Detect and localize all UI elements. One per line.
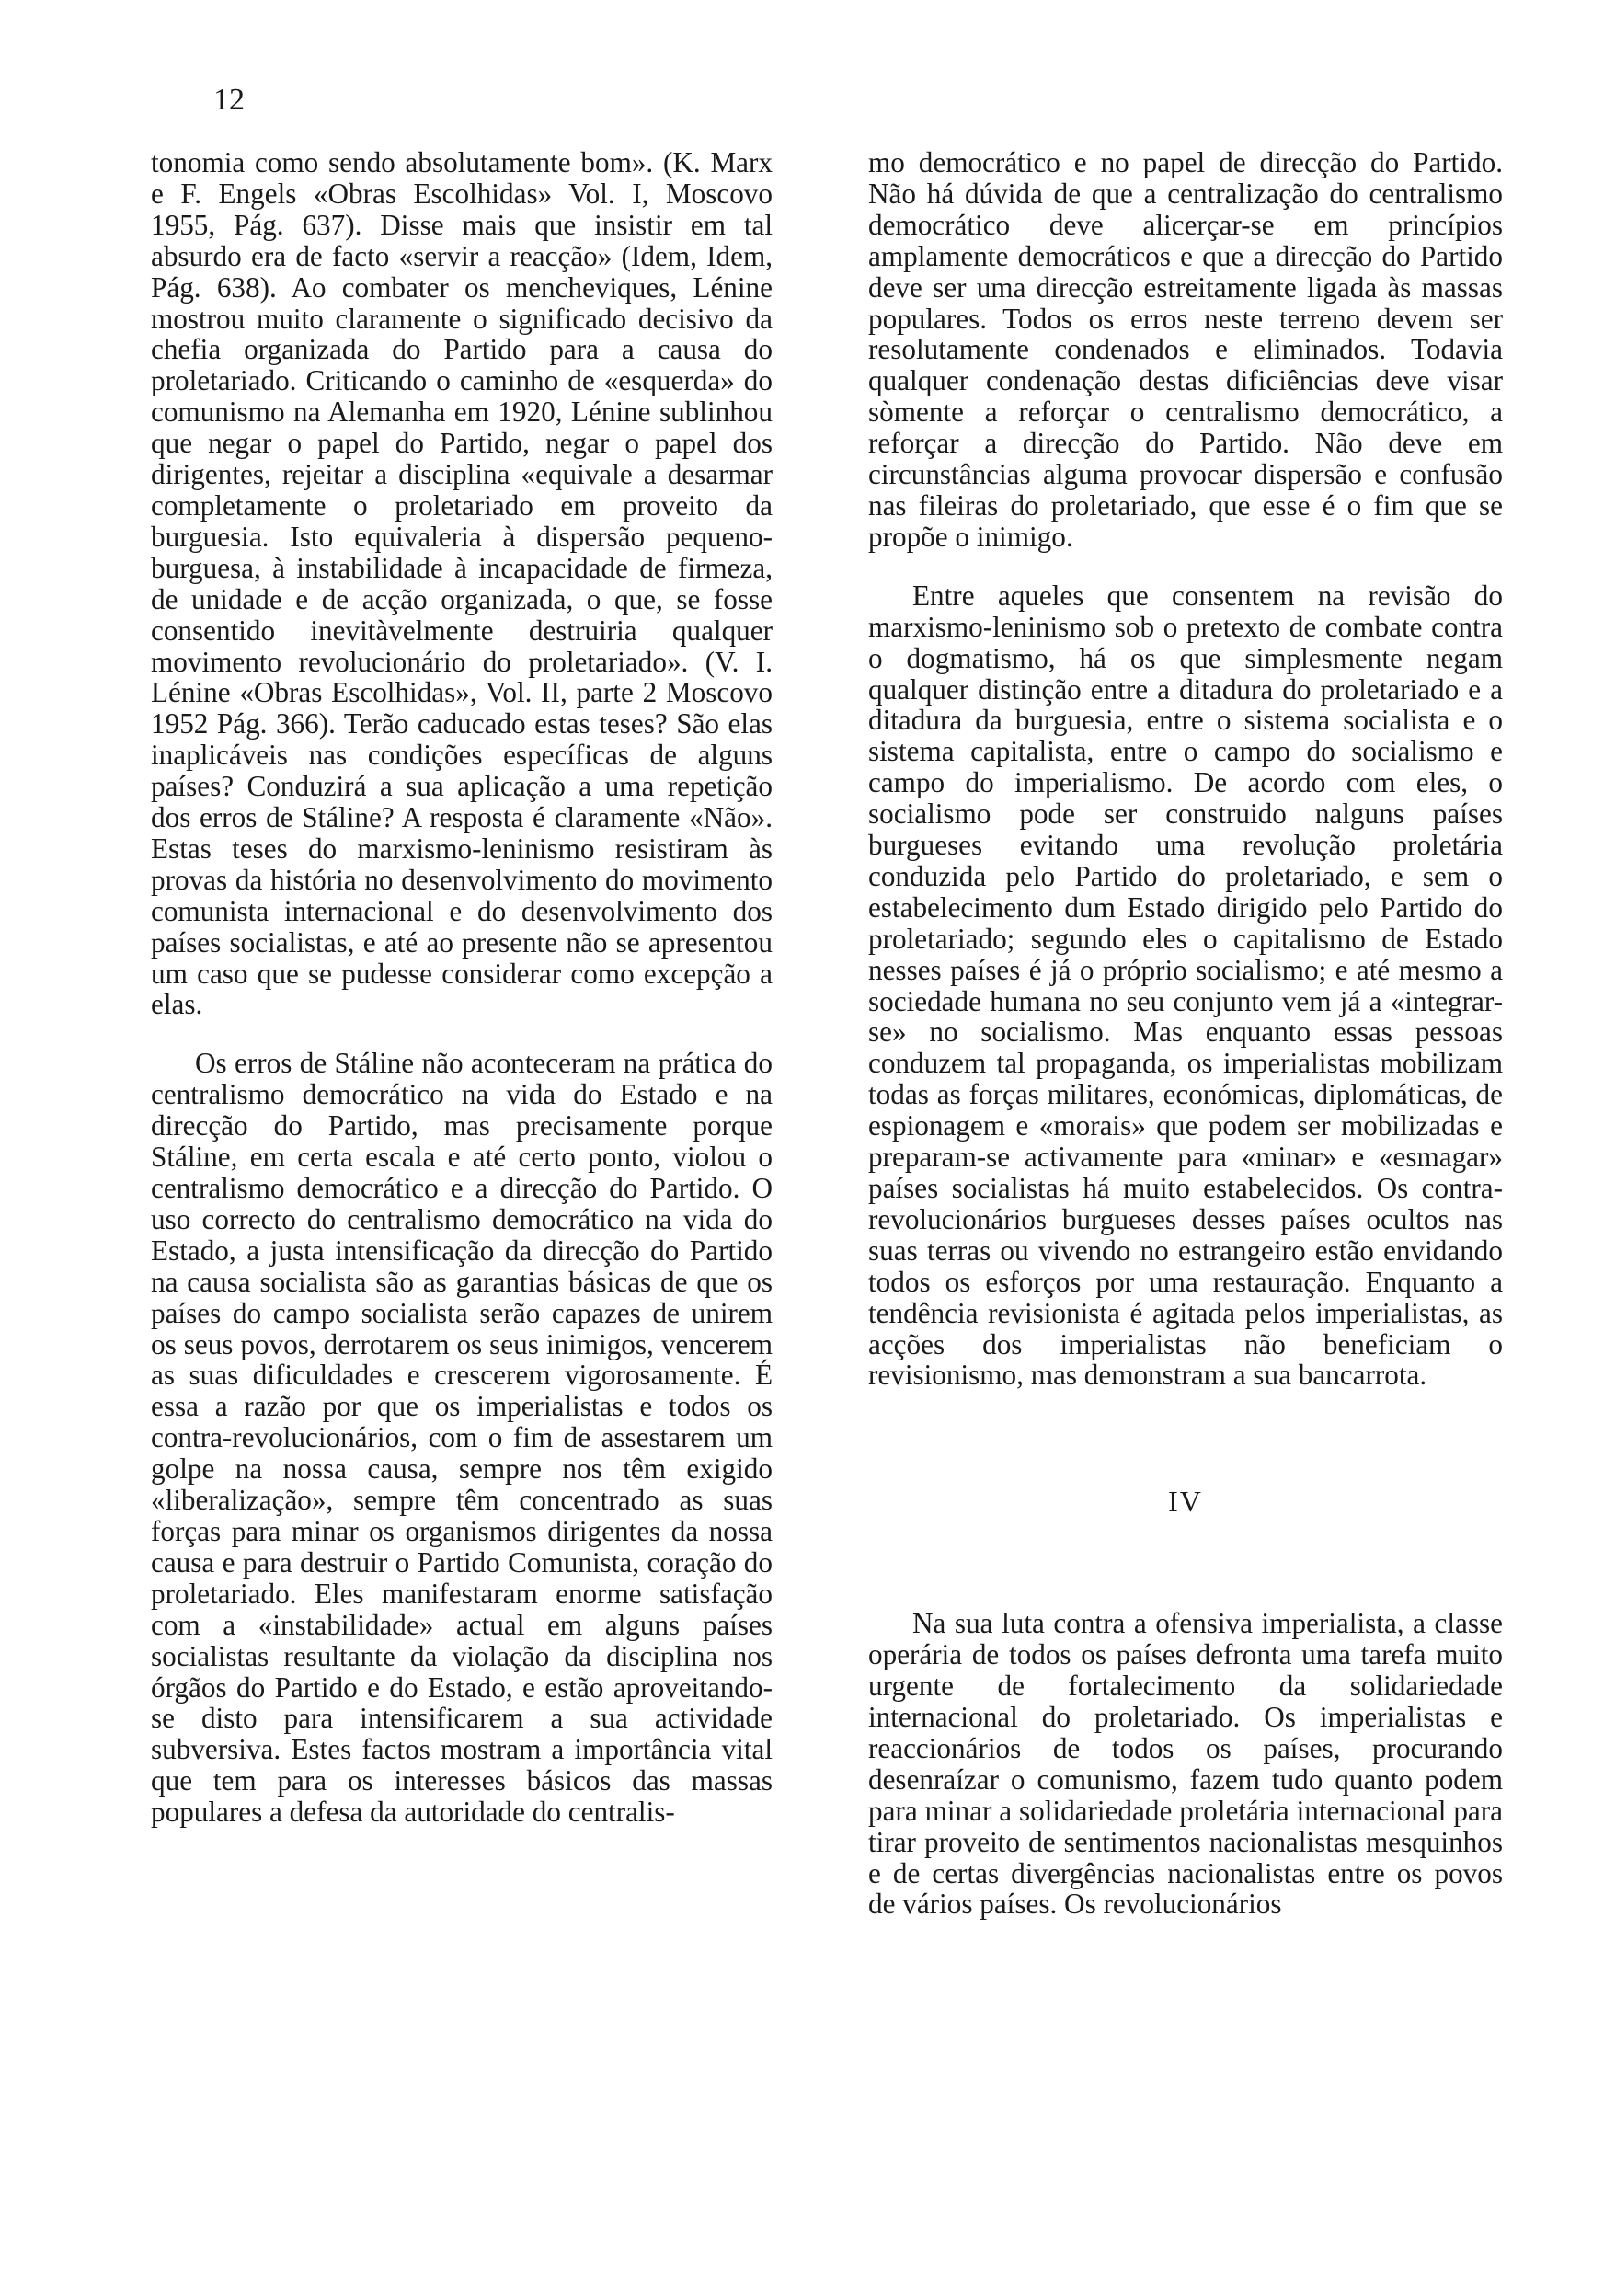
left-column <box>151 147 773 1828</box>
left-paragraph-1: tonomia como sendo absolutamente bom». (K. Marx e F. Engels «Obras Escolhidas» Vol. I, Moscovo 1955, Pág. 637). Disse mais que insistir em tal absurdo era de facto «servir a reacção» (Idem, Idem, Pág. 638). Ao combater os mencheviques, Lénine mostrou muito claramente o significado decisivo da chefia organizada do Partido para a causa do proletariado. Criticando o caminho de «esquerda» do comunismo na Alemanha em 1920, Lénine sublinhou que negar o papel do Partido, negar o papel dos dirigentes, rejeitar a disciplina «equivale a desarmar completamente o proletariado em proveito da burguesia. Isto equivaleria à dispersão pequeno-burguesa, à instabilidade à incapacidade de firmeza, de unidade e de acção organizada, o que, se fosse consentido inevitàvelmente destruiria qualquer movimento revolucionário do proletariado». (V. I. Lénine «Obras Escolhidas», Vol. II, parte 2 Moscovo 1952 Pág. 366). Terão caducado estas teses? São elas inaplicáveis nas condições específicas de alguns países? Conduzirá a sua aplicação a uma repetição dos erros de Stáline? A resposta é claramente «Não». Estas teses do marxismo-leninismo resistiram às provas da história no desenvolvimento do movimento comunista internacional e do desenvolvimento dos países socialistas, e até ao presente não se apresentou um caso que se pudesse considerar como excepção a elas. <box>151 146 773 1021</box>
right-paragraph-3: Na sua luta contra a ofensiva imperialista, a classe operária de todos os países defronta uma tarefa muito urgente de fortalecimento da solidariedade internacional do proletariado. Os imperialistas e reaccionários de todos os países, procurando desenraízar o comunismo, fazem tudo quanto podem para minar a solidariedade proletária internacional para tirar proveito de sentimentos nacionalistas mesquinhos e de certas divergências nacionalistas entre os povos de vários países. Os revolucionários <box>868 1607 1503 1921</box>
section-heading: IV <box>1168 1485 1203 1519</box>
right-paragraph-1: mo democrático e no papel de direcção do Partido. Não há dúvida de que a centralização do centralismo democrático deve alicerçar-se em princípios amplamente democráticos e que a direcção do Partido deve ser uma direcção estreitamente ligada às massas populares. Todos os erros neste terreno devem ser resolutamente condenados e eliminados. Todavia qualquer condenação destas dificiências deve visar sòmente a reforçar o centralismo democrático, a reforçar a direcção do Partido. Não deve em circunstâncias alguma provocar dispersão e confusão nas fileiras do proletariado, que esse é o fim que se propõe o inimigo. <box>868 146 1503 553</box>
left-paragraph-2: Os erros de Stáline não aconteceram na prática do centralismo democrático na vida do Estado e na direcção do Partido, mas precisamente porque Stáline, em certa escala e até certo ponto, violou o centralismo democrático e a direcção do Partido. O uso correcto do centralismo democrático na vida do Estado, a justa intensificação da direcção do Partido na causa socialista são as garantias básicas de que os países do campo socialista serão capazes de unirem os seus povos, derrotarem os seus inimigos, vencerem as suas dificuldades e crescerem vigorosamente. É essa a razão por que os imperialistas e todos os contra-revolucionários, com o fim de assestarem um golpe na nossa causa, sempre nos têm exigido «liberalização», sempre têm concentrado as suas forças para minar os organismos dirigentes da nossa causa e para destruir o Partido Comunista, coração do proletariado. Eles manifestaram enorme satisfação com a «instabilidade» actual em alguns países socialistas resultante da violação da disciplina nos órgãos do Partido e do Estado, e estão aproveitando-se disto para intensificarem a sua actividade subversiva. Estes factos mostram a importância vital que tem para os interesses básicos das massas populares a defesa da autoridade do centralis- <box>151 1047 773 1829</box>
right-column <box>868 147 1503 1920</box>
page-number: 12 <box>213 83 245 117</box>
right-paragraph-2: Entre aqueles que consentem na revisão do marxismo-leninismo sob o pretexto de combate contra o dogmatismo, há os que simplesmente negam qualquer distinção entre a ditadura do proletariado e a ditadura da burguesia, entre o sistema socialista e o sistema capitalista, entre o campo do socialismo e campo do imperialismo. De acordo com eles, o socialismo pode ser construido nalguns países burgueses evitando uma revolução proletária conduzida pelo Partido do proletariado, e sem o estabelecimento dum Estado dirigido pelo Partido do proletariado; segundo eles o capitalismo de Estado nesses países é já o próprio socialismo; e até mesmo a sociedade humana no seu conjunto vem já a «integrar-se» no socialismo. Mas enquanto essas pessoas conduzem tal propaganda, os imperialistas mobilizam todas as forças militares, económicas, diplomáticas, de espionagem e «morais» que podem ser mobilizadas e preparam-se activamente para «minar» e «esmagar» países socialistas há muito estabelecidos. Os contra-revolucionários burgueses desses países ocultos nas suas terras ou vivendo no estrangeiro estão envidando todos os esforços por uma restauração. Enquanto a tendência revisionista é agitada pelos imperialistas, as acções dos imperialistas não beneficiam o revisionismo, mas demonstram a sua bancarrota. <box>868 579 1503 1392</box>
